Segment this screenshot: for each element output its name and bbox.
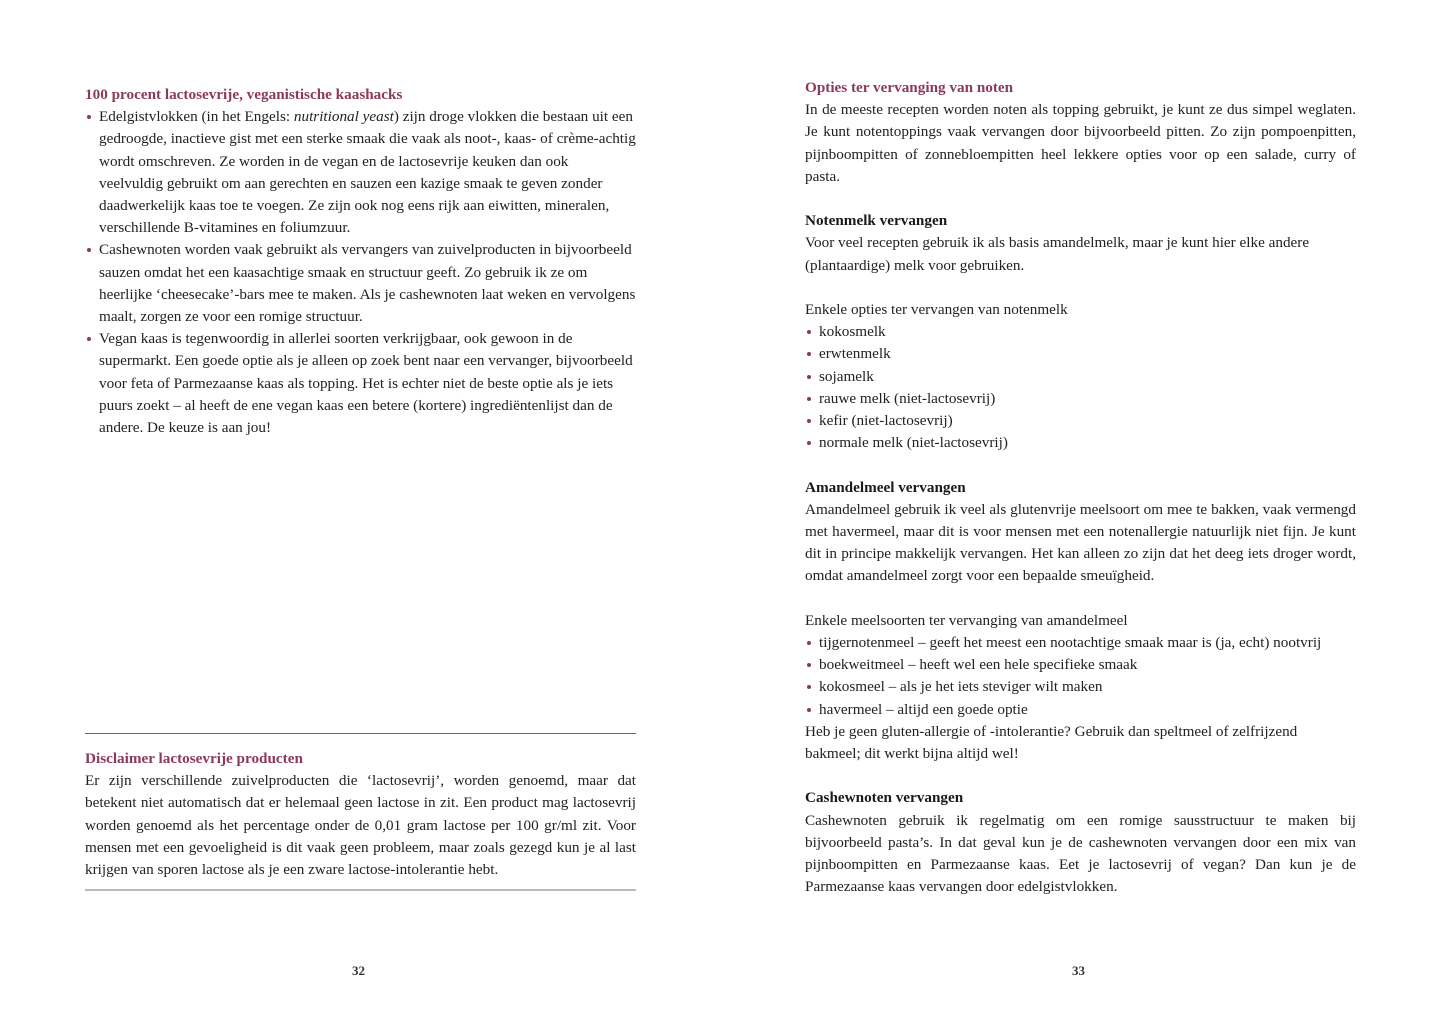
nuts-body: In de meeste recepten worden noten als topping gebruikt, je kunt ze dus simpel weglaten. Je kunt notentoppings vaak vervangen door bijvoorbeeld pitten. Zo zijn pompoenpitten, pijnboompitten of zonnebloempitten heel lekkere opties voor op een salade, curry of pasta.: [805, 101, 1356, 185]
cashews-heading: Cashewnoten vervangen: [805, 789, 964, 807]
list-item-text: Edelgistvlokken (in het Engels:: [99, 108, 294, 126]
cashews-body: Cashewnoten gebruik ik regelmatig om een romige sausstructuur te maken bij bijvoorbeeld pasta’s. In dat geval kun je de cashewnoten vervangen door een mix van pijnboompitten en Parmezaanse kaas. Eet je lactosevrij of vegan? Dan kun je de Parmezaanse kaas vervangen door edelgistvlokken.: [805, 811, 1356, 896]
almondflour-body: Amandelmeel gebruik ik veel als glutenvrije meelsoort om mee te bakken, vaak vermengd met havermeel, maar dit is voor mensen met een notenallergie natuurlijk niet fijn. Je kunt dit in principe makkelijk vervangen. Het kan alleen zo zijn dat het deeg iets droger wordt, omdat amandelmeel zorgt voor een bepaalde smeuïgheid.: [805, 500, 1356, 585]
right-column: [805, 77, 1356, 898]
nutmilk-body: Voor veel recepten gebruik ik als basis amandelmelk, maar je kunt hier elke andere (plantaardige) melk voor gebruiken.: [805, 234, 1310, 274]
list-item: tijgernotenmeel – geeft het meest een nootachtige smaak maar is (ja, echt) nootvrij: [805, 632, 1356, 654]
nutmilk-list-intro: Enkele opties ter vervangen van notenmelk: [805, 301, 1068, 318]
cheese-hacks-list: [85, 106, 636, 439]
nutmilk-heading: Notenmelk vervangen: [805, 212, 948, 230]
disclaimer-heading: Disclaimer lactosevrije producten: [85, 750, 303, 767]
list-item: Vegan kaas is tegenwoordig in allerlei soorten verkrijgbaar, ook gewoon in de supermarkt. Een goede optie als je alleen op zoek bent naar een vervanger, bijvoorbeeld voor feta of Parmezaanse kaas als topping. Het is echter niet de beste optie als je iets puurs zoekt – al heeft de ene vegan kaas een betere (kortere) ingrediëntenlijst dan de andere. De keuze is aan jou!: [85, 328, 636, 439]
page-number: 33: [1072, 963, 1085, 978]
list-item: rauwe melk (niet-lactosevrij): [805, 388, 1356, 410]
list-item: havermeel – altijd een goede optie: [805, 699, 1356, 721]
page-number: 32: [352, 963, 365, 978]
list-item: kokosmeel – als je het iets steviger wilt maken: [805, 676, 1356, 698]
cheese-hacks-section: [85, 84, 636, 439]
nuts-heading: Opties ter vervanging van noten: [805, 79, 1014, 96]
disclaimer-body: Er zijn verschillende zuivelproducten die ‘lactosevrij’, worden genoemd, maar dat betekent niet automatisch dat er helemaal geen lactose in zit. Een product mag lactosevrij worden genoemd als het percentage onder de 0,01 gram lactose per 100 gr/ml zit. Voor mensen met een gevoeligheid is dit vaak geen probleem, maar zoals gezegd kun je al last krijgen van sporen lactose als je een zware lactose-intolerantie hebt.: [85, 772, 636, 879]
italic-term: nutritional yeast: [293, 108, 394, 126]
list-item: sojamelk: [805, 366, 1356, 388]
almondflour-list-intro: Enkele meelsoorten ter vervanging van amandelmeel: [805, 611, 1128, 629]
list-item-text: ) zijn droge vlokken die bestaan uit een gedroogde, inactieve gist met een sterke smaak die vaak als noot-, kaas- of crème-achtig wordt omschreven. Ze worden in de vegan en de lactosevrije keuken dan ook veelvuldig gebruikt om aan gerechten en sauzen een kazige smaak te geven zonder daadwerkelijk kaas toe te voegen. Ze zijn ook nog eens rijk aan eiwitten, mineralen, verschillende B-vitamines en foliumzuur.: [99, 108, 636, 237]
list-item: kokosmelk: [805, 321, 1356, 343]
list-item: [85, 106, 636, 239]
cheese-hacks-heading: 100 procent lactosevrije, veganistische kaashacks: [85, 86, 403, 103]
right-page: [720, 0, 1440, 1017]
list-item: normale melk (niet-lactosevrij): [805, 432, 1356, 454]
list-item: kefir (niet-lactosevrij): [805, 410, 1356, 432]
nutmilk-list: [805, 321, 1356, 454]
list-item: boekweitmeel – heeft wel een hele specifieke smaak: [805, 654, 1356, 676]
disclaimer-box: [85, 733, 636, 891]
list-item: Cashewnoten worden vaak gebruikt als vervangers van zuivelproducten in bijvoorbeeld sauzen omdat het een kaasachtige smaak en structuur geeft. Zo gebruik ik ze om heerlijke ‘cheesecake’-bars mee te maken. Als je cashewnoten laat weken en vervolgens maalt, zorgen ze voor een romige structuur.: [85, 239, 636, 328]
almondflour-list: [805, 632, 1356, 721]
almondflour-outro: Heb je geen gluten-allergie of -intolerantie? Gebruik dan speltmeel of zelfrijzend bakmeel; dit werkt bijna altijd wel!: [805, 722, 1298, 763]
list-item: erwtenmelk: [805, 343, 1356, 365]
almondflour-heading: Amandelmeel vervangen: [805, 478, 966, 496]
